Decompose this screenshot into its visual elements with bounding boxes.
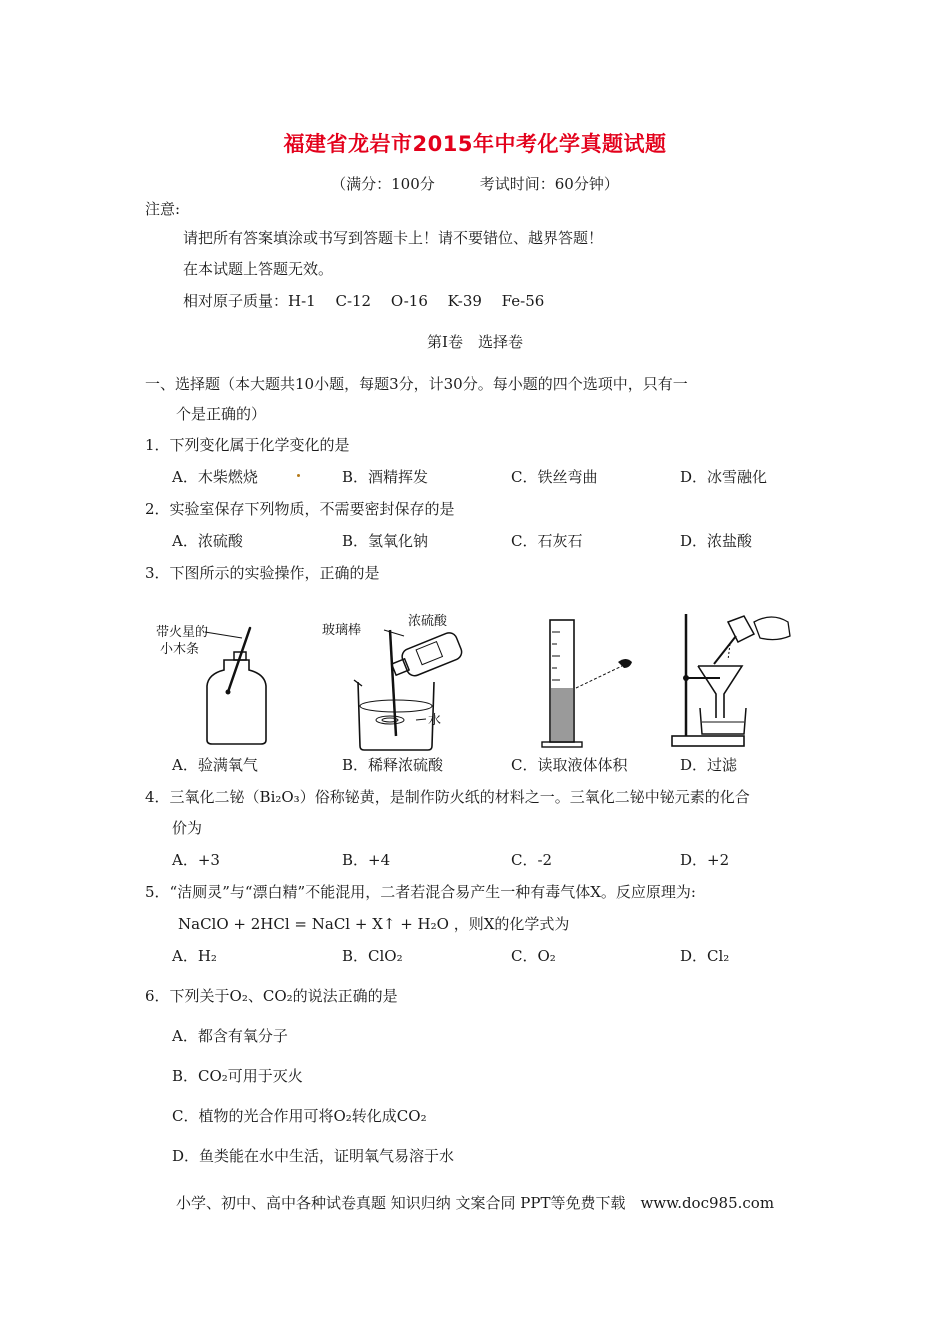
q6-option-a: A．都含有氧分子 [172,1027,288,1045]
question-4-stem: 4．三氧化二铋（Bi₂O₃）俗称铋黄，是制作防火纸的材料之一。三氧化二铋中铋元素的化合 [145,788,750,806]
q6-option-d: D．鱼类能在水中生活，证明氧气易溶于水 [172,1147,455,1165]
figure-a-label-1: 带火星的 [156,625,209,640]
q2-option-b: B．氢氧化钠 [342,532,429,550]
q3-option-b: B．稀释浓硫酸 [342,756,444,774]
q5-option-d: D．Cl₂ [680,947,730,965]
question-1-stem: 1．下列变化属于化学变化的是 [145,436,350,454]
q5-option-a: A．H₂ [172,947,217,965]
notice-line-3: 相对原子质量：H-1 C-12 O-16 K-39 Fe-56 [183,292,545,310]
figure-c-cylinder [530,610,650,755]
q1-option-c: C．铁丝弯曲 [511,468,598,486]
notice-line-2: 在本试题上答题无效。 [183,260,334,278]
q5-option-c: C．O₂ [511,947,556,965]
part1-heading-cont: 个是正确的） [176,405,267,423]
figure-b-label-acid: 浓硫酸 [408,614,448,629]
q3-option-c: C．读取液体体积 [511,756,628,774]
question-5-stem: 5．“洁厕灵”与“漂白精”不能混用，二者若混合易产生一种有毒气体X。反应原理为: [145,883,696,901]
exam-info: （满分：100分 考试时间：60分钟） [331,175,619,193]
q6-option-c: C．植物的光合作用可将O₂转化成CO₂ [172,1107,427,1125]
question-6-stem: 6．下列关于O₂、CO₂的说法正确的是 [145,987,398,1005]
stray-dot [297,474,300,477]
q3-option-d: D．过滤 [680,756,738,774]
figure-b-dilution [318,608,488,758]
q3-option-a: A．验满氧气 [172,756,258,774]
question-5-equation: NaClO + 2HCl = NaCl + X↑ + H₂O ，则X的化学式为 [178,915,570,933]
q1-option-a: A．木柴燃烧 [172,468,258,486]
figure-a-oxygen-test [150,622,270,752]
q1-option-d: D．冰雪融化 [680,468,768,486]
q2-option-c: C．石灰石 [511,532,583,550]
footer-ad: 小学、初中、高中各种试卷真题 知识归纳 文案合同 PPT等免费下载 www.doc985.com [175,1194,775,1212]
question-2-stem: 2．实验室保存下列物质，不需要密封保存的是 [145,500,455,518]
section-title: 第Ⅰ卷 选择卷 [427,333,523,351]
question-3-stem: 3．下图所示的实验操作，正确的是 [145,564,380,582]
q2-option-a: A．浓硫酸 [172,532,243,550]
question-4-stem-cont: 价为 [172,819,203,837]
q1-option-b: B．酒精挥发 [342,468,429,486]
q4-option-b: B．+4 [342,851,391,869]
notice-label: 注意: [145,200,181,218]
figure-b-label-water: 水 [428,713,442,728]
q4-option-a: A．+3 [172,851,220,869]
figure-a-label-2: 小木条 [160,642,200,657]
q5-option-b: B．ClO₂ [342,947,403,965]
page-title: 福建省龙岩市2015年中考化学真题试题 [283,132,667,156]
figure-d-filtration [668,608,808,758]
q6-option-b: B．CO₂可用于灭火 [172,1067,303,1085]
q4-option-c: C．-2 [511,851,553,869]
part1-heading: 一、选择题（本大题共10小题，每题3分，计30分。每小题的四个选项中，只有一 [145,375,688,393]
q2-option-d: D．浓盐酸 [680,532,753,550]
notice-line-1: 请把所有答案填涂或书写到答题卡上！请不要错位、越界答题！ [183,229,604,247]
q4-option-d: D．+2 [680,851,730,869]
figure-b-label-rod: 玻璃棒 [322,623,362,638]
